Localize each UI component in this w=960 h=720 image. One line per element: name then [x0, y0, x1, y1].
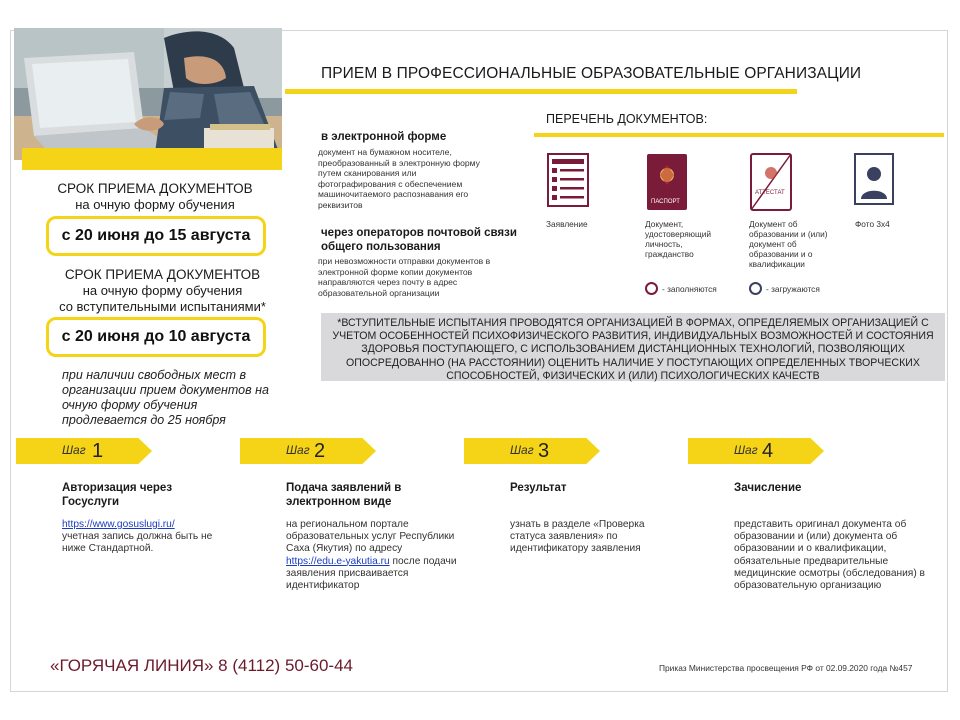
- legend-filled: [645, 282, 717, 295]
- deadline2-dates: с 20 июня до 10 августа: [46, 317, 266, 357]
- edu-eyakutia-link[interactable]: https://edu.e-yakutia.ru: [286, 555, 390, 567]
- laptop-photo: [14, 28, 282, 160]
- title-bar: [285, 56, 862, 94]
- deadline1-dates: с 20 июня до 15 августа: [46, 216, 266, 256]
- application-form-icon: [547, 153, 589, 212]
- deadline2-label-line2: на очную форму обучения: [82, 283, 243, 298]
- step2-text-before: на региональном портале образовательных услуг Республики Саха (Якутия) по адресу: [286, 519, 455, 555]
- certificate-icon: [750, 153, 792, 216]
- ministry-order: Приказ Министерства просвещения РФ от 02.09.2020 года №457: [659, 663, 913, 673]
- step2-heading: Подача заявлений в электронном виде: [286, 482, 402, 508]
- step3-word: Шаг: [510, 443, 534, 457]
- page-title: ПРИЕМ В ПРОФЕССИОНАЛЬНЫЕ ОБРАЗОВАТЕЛЬНЫЕ ОРГАНИЗАЦИИ: [321, 65, 862, 82]
- deadline2-label: [50, 267, 275, 315]
- step4-word: Шаг: [734, 443, 758, 457]
- photo-icon: [854, 153, 894, 210]
- postal-heading: через операторов почтовой связи общего пользования: [321, 227, 517, 253]
- step3-number: 3: [538, 440, 550, 462]
- legend-uploaded-label: - загружаются: [766, 283, 820, 294]
- legend-uploaded-marker: [749, 282, 762, 295]
- step1-number: 1: [92, 440, 104, 462]
- documents-title: ПЕРЕЧЕНЬ ДОКУМЕНТОВ:: [546, 112, 708, 126]
- step3-heading: Результат: [510, 482, 567, 494]
- deadline2-label-line3: со вступительными испытаниями*: [59, 299, 266, 314]
- deadline1-label-line1: СРОК ПРИЕМА ДОКУМЕНТОВ: [57, 181, 253, 196]
- certificate-badge: АТТЕСТАТ: [755, 190, 785, 196]
- hotline: «ГОРЯЧАЯ ЛИНИЯ» 8 (4112) 50-60-44: [50, 656, 353, 675]
- step1-text: [62, 519, 232, 556]
- deadline1-label-line2: на очную форму обучения: [75, 197, 235, 212]
- extension-note: при наличии свободных мест в организации прием документов на очную форму обучения продлевается до 25 ноября: [62, 368, 269, 427]
- legend-filled-marker: [645, 282, 658, 295]
- step1-heading: Авторизация через Госуслуги: [62, 482, 173, 508]
- step4-heading: Зачисление: [734, 482, 802, 494]
- electronic-text: документ на бумажном носителе, преобразованный в электронную форму путем сканирования или фотографирования с обеспечением машиночитаемого распознавания его реквизитов: [318, 147, 480, 210]
- documents-accent-bar: [534, 133, 944, 137]
- postal-text: при невозможности отправки документов в электронной форме копии документов направляются через почту в адрес образовательной организации: [318, 256, 491, 298]
- gosuslugi-link[interactable]: https://www.gosuslugi.ru/: [62, 519, 175, 530]
- passport-badge: ПАСПОРТ: [651, 199, 680, 205]
- doc-caption-photo: Фото 3х4: [855, 219, 890, 229]
- step1-text-body: учетная запись должна быть не ниже Стандартной.: [62, 531, 213, 555]
- step3-text: узнать в разделе «Проверка статуса заявления» по идентификатору заявления: [510, 519, 645, 555]
- doc-caption-certificate: Документ об образовании и (или) документ об образовании и о квалификации: [749, 219, 828, 269]
- step4-number: 4: [762, 440, 774, 462]
- doc-caption-passport: Документ, удостоверяющий личность, гражданство: [645, 219, 712, 259]
- step2-text: [286, 519, 461, 592]
- photo-accent-bar: [22, 148, 282, 170]
- deadline1-label: [50, 181, 260, 213]
- legend-filled-label: - заполняются: [662, 283, 717, 294]
- legend-uploaded: [749, 282, 820, 295]
- deadline2-label-line1: СРОК ПРИЕМА ДОКУМЕНТОВ: [64, 267, 261, 282]
- electronic-heading: в электронной форме: [321, 131, 447, 143]
- step2-word: Шаг: [286, 443, 310, 457]
- step2-number: 2: [314, 440, 326, 462]
- step4-text: представить оригинал документа об образовании и (или) документа об образовании и о квалификации, обязательные предварительные медицинские осмотры (обследования) в образовательную организацию: [734, 519, 925, 592]
- step2-text-after: после подачи заявления присваивается идентификатор: [286, 555, 457, 592]
- entrance-exam-note: *ВСТУПИТЕЛЬНЫЕ ИСПЫТАНИЯ ПРОВОДЯТСЯ ОРГАНИЗАЦИЕЙ В ФОРМАХ, ОПРЕДЕЛЯЕМЫХ ОРГАНИЗАЦИЕЙ С УЧЕТОМ ОСОБЕННОСТЕЙ ПСИХОФИЗИЧЕСКОГО РАЗВИТИЯ, ИНДИВИДУАЛЬНЫХ ВОЗМОЖНОСТЕЙ И СОСТОЯНИЯ ЗДОРОВЬЯ ПОСТУПАЮЩЕГО, С ИСПОЛЬЗОВАНИЕМ ДИСТАНЦИОННЫХ ТЕХНОЛОГИЙ, ПОЗВОЛЯЮЩИХ ОПОСРЕДОВАННО (НА РАССТОЯНИИ) ОЦЕНИТЬ НАЛИЧИЕ У ПОСТУПАЮЩИХ ОПРЕДЕЛЕННЫХ ТВОРЧЕСКИХ СПОСОБНОСТЕЙ, ФИЗИЧЕСКИХ И (ИЛИ) ПСИХОЛОГИЧЕСКИХ КАЧЕСТВ: [321, 313, 945, 381]
- doc-caption-application: Заявление: [546, 219, 588, 229]
- step1-word: Шаг: [62, 443, 86, 457]
